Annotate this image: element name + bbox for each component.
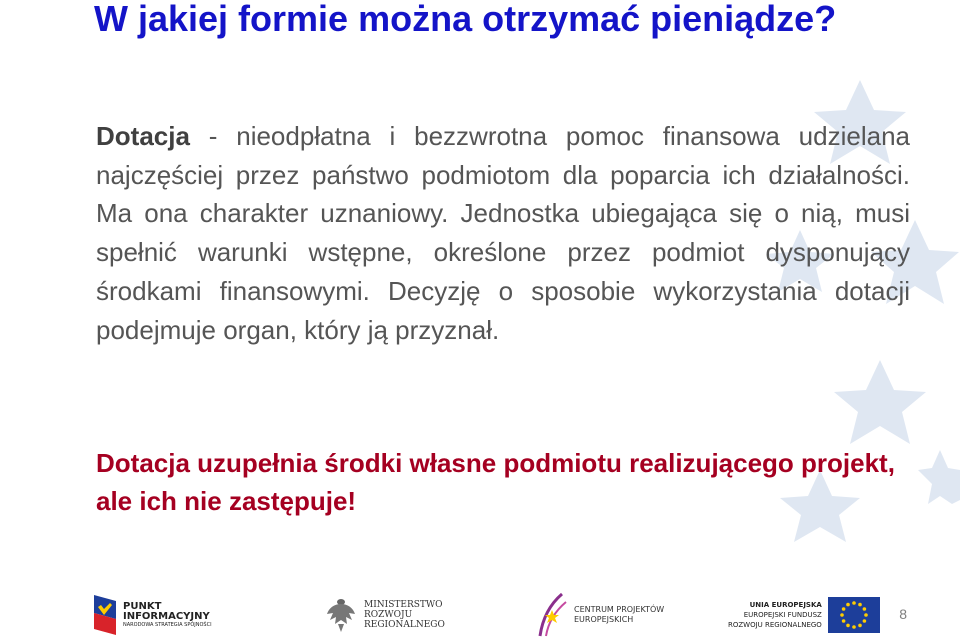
eu-flag-icon: [828, 597, 880, 633]
definition-text: - nieodpłatna i bezzwrotna pomoc finansowa udzielana najczęściej przez państwo podmiotom dla poparcia ich działalności.: [96, 121, 910, 190]
definition-paragraph: [96, 117, 910, 349]
punkt-line3: NARODOWA STRATEGIA SPÓJNOŚCI: [123, 621, 212, 628]
ministry-line1: MINISTERSTWO: [364, 600, 443, 610]
cpe-line1: CENTRUM PROJEKTÓW: [574, 605, 665, 614]
definition-rest: Jednostka ubiegająca się o nią, musi spełnić warunki wstępne, określone przez podmiot dysponujący środkami finansowymi. Decyzję o sposobie wykorzystania dotacji podejmuje organ, który ją przyznał.: [96, 198, 910, 345]
punkt-line2: INFORMACYJNY: [123, 610, 210, 622]
nss-flag-icon: [92, 593, 118, 637]
emphasis-statement: Dotacja uzupełnia środki własne podmiotu realizującego projekt, ale ich nie zastępuje!: [96, 448, 895, 516]
slide-title: W jakiej formie można otrzymać pieniądze?: [94, 0, 837, 39]
eu-line3: ROZWOJU REGIONALNEGO: [728, 621, 822, 629]
logo-centrum-projektow: [536, 590, 664, 640]
page-number: 8: [899, 606, 907, 622]
cpe-line2: EUROPEJSKICH: [574, 615, 634, 624]
footer-logos: [0, 568, 960, 643]
cpe-swirl-icon: [536, 592, 568, 638]
ministry-line2: ROZWOJU: [364, 610, 413, 620]
logo-unia-europejska: [728, 590, 880, 640]
eagle-emblem-icon: [326, 596, 356, 634]
ministry-line3: REGIONALNEGO: [364, 620, 445, 630]
eu-line1: UNIA EUROPEJSKA: [749, 601, 822, 609]
eu-line2: EUROPEJSKI FUNDUSZ: [743, 611, 822, 619]
punkt-line1: PUNKT: [123, 600, 162, 612]
character-note: Ma ona charakter uznaniowy.: [96, 198, 449, 229]
logo-ministerstwo: [326, 590, 445, 640]
term-dotacja: Dotacja: [96, 121, 190, 151]
logo-punkt-informacyjny: [92, 590, 212, 640]
